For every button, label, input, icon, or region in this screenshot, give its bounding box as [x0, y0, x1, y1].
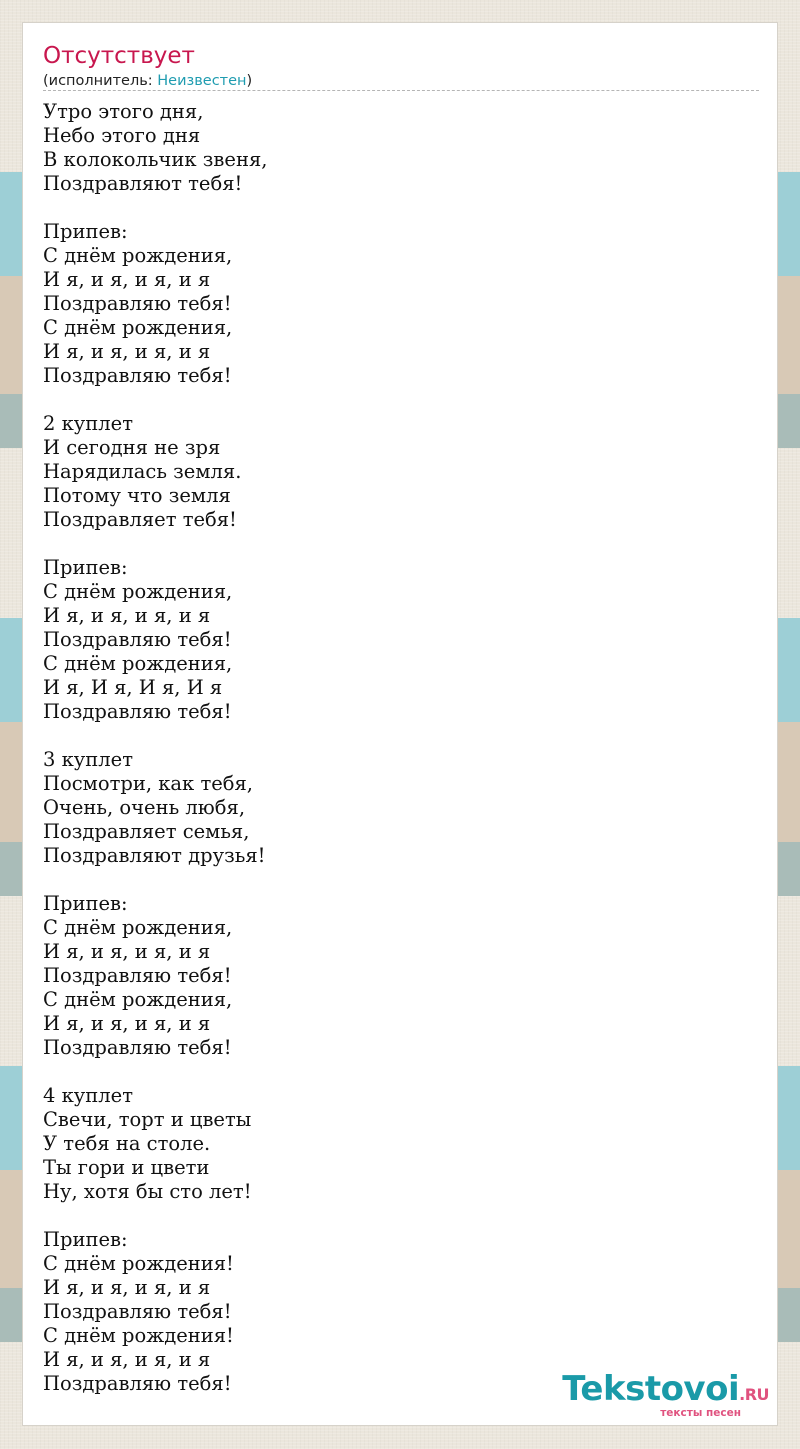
lyric-line: В колокольчик звеня,	[43, 148, 268, 171]
lyric-line: У тебя на столе.	[43, 1132, 211, 1155]
lyric-line: С днём рождения!	[43, 1324, 234, 1347]
lyric-line: И я, и я, и я, и я	[43, 1276, 211, 1299]
lyric-line: Поздравляю тебя!	[43, 964, 232, 987]
lyric-line: С днём рождения,	[43, 988, 233, 1011]
lyric-line: И я, и я, и я, и я	[43, 1012, 211, 1035]
lyric-line: Поздравляю тебя!	[43, 700, 232, 723]
lyric-line: Поздравляю тебя!	[43, 1372, 232, 1395]
site-logo[interactable]	[562, 1371, 769, 1419]
lyrics-stanza	[43, 220, 743, 388]
artist-suffix: )	[246, 73, 253, 89]
lyric-line: Потому что земля	[43, 484, 231, 507]
lyric-line: Посмотри, как тебя,	[43, 772, 254, 795]
lyric-line: С днём рождения,	[43, 652, 233, 675]
lyric-line: Поздравляю тебя!	[43, 1300, 232, 1323]
lyric-line: Утро этого дня,	[43, 100, 204, 123]
lyric-line: И я, и я, и я, и я	[43, 268, 211, 291]
lyric-line: Ты гори и цвети	[43, 1156, 210, 1179]
lyric-line: Поздравляю тебя!	[43, 628, 232, 651]
lyrics-card	[22, 22, 778, 1426]
lyric-line: И я, И я, И я, И я	[43, 676, 223, 699]
lyric-line: Поздравляю тебя!	[43, 1036, 232, 1059]
lyrics-stanza	[43, 556, 743, 724]
artist-prefix: (исполнитель:	[43, 73, 158, 89]
lyric-line: Свечи, торт и цветы	[43, 1108, 252, 1131]
lyric-line: 2 куплет	[43, 412, 133, 435]
lyric-line: С днём рождения!	[43, 1252, 234, 1275]
lyric-line: Ну, хотя бы сто лет!	[43, 1180, 252, 1203]
lyrics-stanza	[43, 100, 743, 196]
logo-domain: .RU	[739, 1385, 769, 1404]
lyric-line: Припев:	[43, 1228, 128, 1251]
lyric-line: И я, и я, и я, и я	[43, 340, 211, 363]
lyrics-stanza	[43, 1084, 743, 1204]
lyric-line: С днём рождения,	[43, 916, 233, 939]
lyrics-stanza	[43, 412, 743, 532]
lyric-line: Небо этого дня	[43, 124, 201, 147]
lyric-line: Припев:	[43, 220, 128, 243]
lyric-line: Нарядилась земля.	[43, 460, 242, 483]
lyric-line: Поздравляют друзья!	[43, 844, 266, 867]
lyric-line: И я, и я, и я, и я	[43, 1348, 211, 1371]
lyric-line: Поздравляет тебя!	[43, 508, 237, 531]
logo-tagline: тексты песен	[660, 1407, 741, 1419]
lyric-line: Припев:	[43, 892, 128, 915]
lyric-line: И я, и я, и я, и я	[43, 940, 211, 963]
lyric-line: 3 куплет	[43, 748, 133, 771]
lyric-line: Поздравляют тебя!	[43, 172, 243, 195]
lyric-line: Поздравляю тебя!	[43, 364, 232, 387]
artist-line	[43, 73, 252, 89]
lyric-line: Очень, очень любя,	[43, 796, 246, 819]
title-divider	[43, 90, 759, 91]
lyric-line: Припев:	[43, 556, 128, 579]
lyric-line: И я, и я, и я, и я	[43, 604, 211, 627]
lyric-line: 4 куплет	[43, 1084, 133, 1107]
lyric-line: И сегодня не зря	[43, 436, 221, 459]
lyric-line: С днём рождения,	[43, 580, 233, 603]
lyrics-stanza	[43, 748, 743, 868]
song-title: Отсутствует	[43, 43, 195, 69]
artist-link[interactable]: Неизвестен	[157, 73, 247, 89]
lyrics-stanza	[43, 892, 743, 1060]
lyric-line: Поздравляет семья,	[43, 820, 250, 843]
logo-main-text: Tekstovoi	[562, 1369, 740, 1409]
lyric-line: С днём рождения,	[43, 316, 233, 339]
lyric-line: С днём рождения,	[43, 244, 233, 267]
lyric-line: Поздравляю тебя!	[43, 292, 232, 315]
lyrics-body	[43, 100, 743, 1420]
